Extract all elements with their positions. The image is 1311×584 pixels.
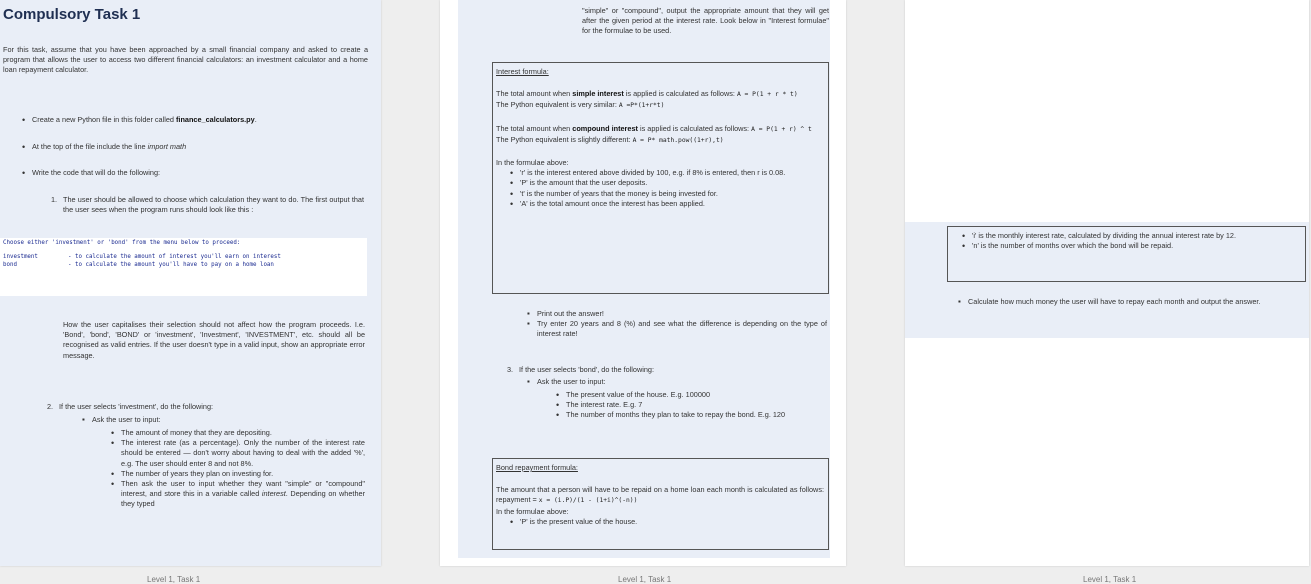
numbered-item: 1. The user should be allowed to choose which calculation they want to do. The first output that the user sees when the program runs should look like this : — [51, 195, 364, 215]
numbered-item: 2. If the user selects 'investment', do the following: — [47, 402, 214, 411]
list-item: • At the top of the file include the line import math — [22, 142, 367, 152]
list-item: • Create a new Python file in this folder called finance_calculators.py. — [22, 115, 367, 125]
code-output-sample — [0, 238, 367, 296]
paragraph: In the formulae above: — [496, 158, 569, 168]
list-item: • The interest rate (as a percentage). Only the number of the interest rate should be entered — don't worry about having to deal with the added '%', e.g. The user should enter 8 and not 8%. — [111, 438, 365, 469]
list-item: • 'A' is the total amount once the interest has been applied. — [510, 199, 824, 209]
paragraph: The total amount when simple interest is applied is calculated as follows: A = P(1 + r * t) — [496, 89, 798, 99]
page-caption: Level 1, Task 1 — [1083, 575, 1137, 584]
paragraph: The Python equivalent is very similar: A =P*(1+r*t) — [496, 100, 665, 110]
box-title: Bond repayment formula: — [496, 463, 578, 472]
box-title: Interest formula: — [496, 67, 549, 76]
page-caption: Level 1, Task 1 — [618, 575, 672, 584]
paragraph: The amount that a person will have to be repaid on a home loan each month is calculated as follows: repayment = x = (i.P)/(1 - (1+i)^(-n)) — [496, 485, 824, 505]
list-item: ▪ Ask the user to input: — [82, 415, 366, 425]
page-caption: Level 1, Task 1 — [147, 575, 201, 584]
code-value: - to calculate the amount of interest you'll earn on interest — [68, 254, 281, 261]
paragraph: In the formulae above: — [496, 506, 569, 516]
document-page-1 — [0, 0, 381, 566]
list-item: • 'i' is the monthly interest rate, calculated by dividing the annual interest rate by 12. — [962, 231, 1300, 241]
list-item: • 'r' is the interest entered above divided by 100, e.g. if 8% is entered, then r is 0.08. — [510, 168, 824, 178]
list-item: ▪ Calculate how much money the user will have to repay each month and output the answer. — [958, 297, 1303, 307]
numbered-item: 3. If the user selects 'bond', do the following: — [507, 365, 655, 374]
list-item: • The number of months they plan to take to repay the bond. E.g. 120 — [556, 410, 828, 420]
bond-formula-box — [492, 458, 829, 550]
list-item: • The interest rate. E.g. 7 — [556, 400, 828, 410]
list-item: • 'n' is the number of months over which the bond will be repaid. — [962, 241, 1300, 251]
page-title: Compulsory Task 1 — [3, 6, 141, 23]
variable-definitions-box — [947, 226, 1306, 282]
paragraph: The total amount when compound interest is applied is calculated as follows: A = P(1 + r) ^ t — [496, 123, 812, 133]
code-key: investment — [3, 254, 38, 261]
list-item: • The amount of money that they are depositing. — [111, 428, 365, 438]
list-item: • 'P' is the amount that the user deposits. — [510, 178, 824, 188]
list-item: • 'P' is the present value of the house. — [510, 517, 824, 527]
list-item: ▪ Ask the user to input: — [527, 377, 827, 387]
list-item: ▪ Print out the answer! — [527, 309, 827, 319]
intro-paragraph: For this task, assume that you have been approached by a small financial company and asked to create a program that allows the user to access two different financial calculators: an investment calculator and a home loan repayment calculator. — [3, 45, 368, 75]
list-item: • The present value of the house. E.g. 100000 — [556, 390, 828, 400]
document-page-2 — [440, 0, 846, 566]
list-item: • Then ask the user to input whether they want "simple" or "compound" interest, and store this in a variable called interest. Depending on whether they typed — [111, 479, 365, 510]
paragraph: The Python equivalent is slightly different: A = P* math.pow((1+r),t) — [496, 134, 724, 144]
list-item: • The number of years they plan on investing for. — [111, 469, 365, 479]
interest-formula-box — [492, 62, 829, 294]
list-item: • 't' is the number of years that the money is being invested for. — [510, 189, 824, 199]
paragraph: "simple" or "compound", output the appropriate amount that they will get after the given period at the interest rate. Look below in "Interest formulae" for the formulae to be used. — [582, 6, 829, 36]
code-line: Choose either 'investment' or 'bond' from the menu below to proceed: — [3, 240, 241, 246]
list-item: • Write the code that will do the following: — [22, 168, 367, 178]
document-page-3 — [905, 0, 1309, 566]
code-value: - to calculate the amount you'll have to pay on a home loan — [68, 261, 274, 268]
list-item: ▪ Try enter 20 years and 8 (%) and see what the difference is depending on the type of interest rate! — [527, 319, 827, 339]
paragraph: How the user capitalises their selection should not affect how the program proceeds. I.e. 'Bond', 'bond', 'BOND' or 'investment', 'Investment', 'INVESTMENT', etc. should all be recognised as valid entries. If the user doesn't type in a valid input, show an appropriate error message. — [63, 320, 365, 360]
code-key: bond — [3, 261, 17, 268]
